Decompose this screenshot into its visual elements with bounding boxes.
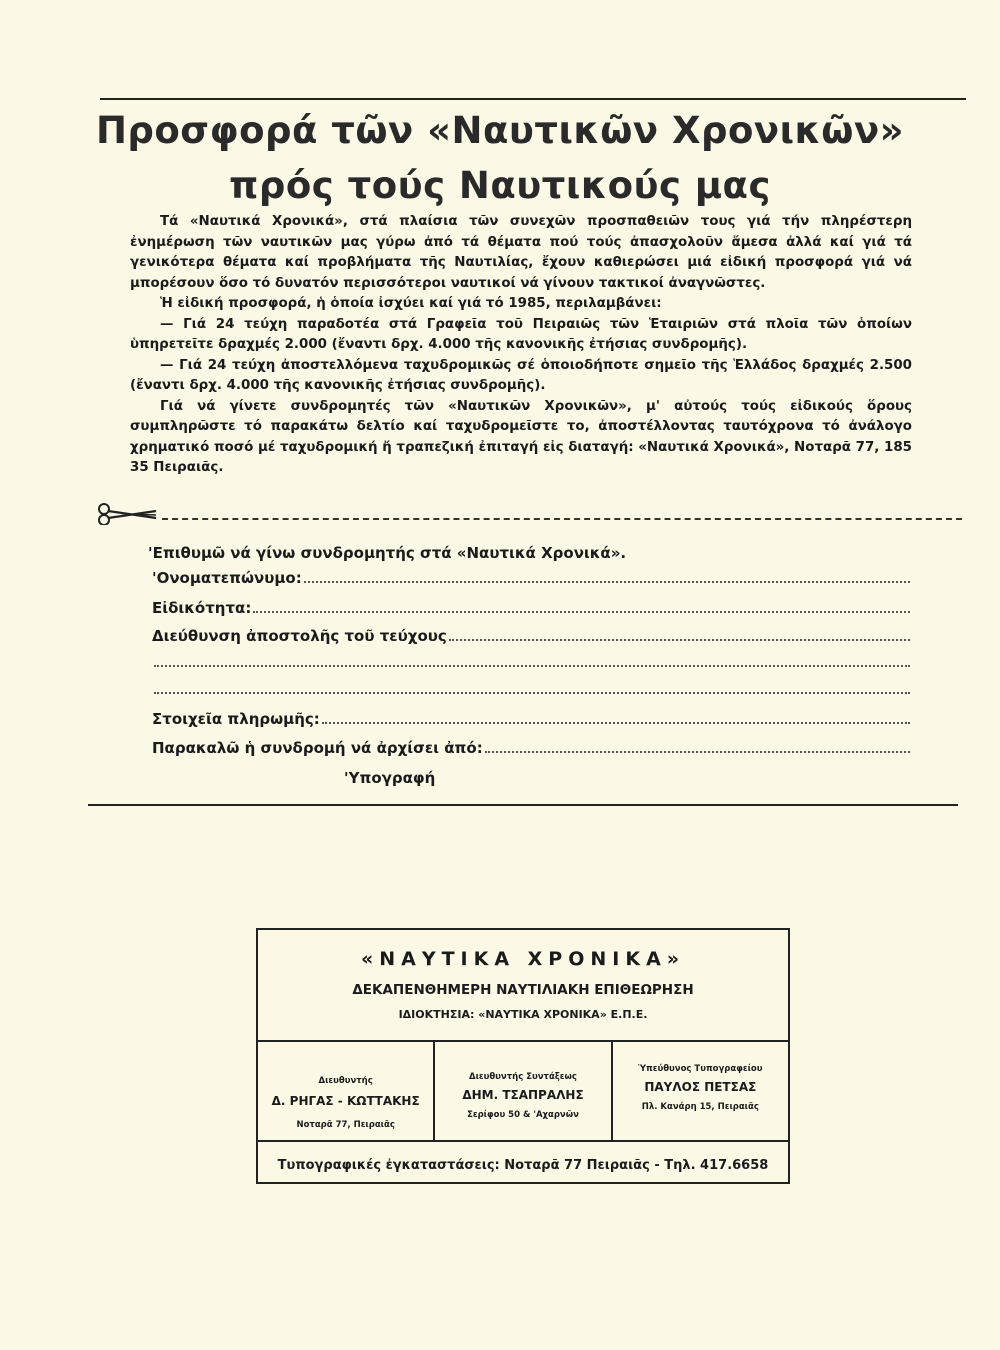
specialty-label: Εἰδικότητα: <box>152 599 252 617</box>
dashed-cut-line <box>162 518 962 520</box>
masthead-ownership: ΙΔΙΟΚΤΗΣΙΑ: «ΝΑΥΤΙΚΑ ΧΡΟΝΙΚΑ» Ε.Π.Ε. <box>398 1008 648 1021</box>
masthead-footer: Τυπογραφικές ἐγκαταστάσεις: Νοταρᾶ 77 Πειραιᾶς - Τηλ. 417.6658 <box>277 1158 769 1173</box>
address-line-3[interactable] <box>152 680 910 698</box>
name-label: 'Ονοματεπώνυμο: <box>152 569 302 587</box>
offer-item-2: — Γιά 24 τεύχη ἀποστελλόμενα ταχυδρομικῶς σέ ὁποιοδήποτε σημεῖο τῆς Ἑλλάδος δραχμές 2.500 (ἔναντι δρχ. 4.000 τῆς κανονικῆς ἐτήσιας συνδρομῆς). <box>130 357 912 393</box>
printer-name: ΠΑΥΛΟΣ ΠΕΤΣΑΣ <box>644 1080 757 1094</box>
address-line-2[interactable] <box>152 653 910 671</box>
editor-role: Διευθυντής Συντάξεως <box>468 1072 577 1082</box>
address-blank-2[interactable] <box>154 665 910 667</box>
director-name: Δ. ΡΗΓΑΣ - ΚΩΤΤΑΚΗΣ <box>271 1094 420 1108</box>
start-date-field[interactable] <box>152 739 910 757</box>
director-role: Διευθυντής <box>318 1076 373 1086</box>
address-field[interactable] <box>152 627 910 645</box>
editor-name: ΔΗΜ. ΤΣΑΠΡΑΛΗΣ <box>462 1088 584 1102</box>
address-blank-3[interactable] <box>154 692 910 694</box>
payment-label: Στοιχεῖα πληρωμῆς: <box>152 710 320 728</box>
intro-paragraph-2: Ἡ εἰδική προσφορά, ἡ ὁποία ἰσχύει καί γιά τό 1985, περιλαμβάνει: <box>160 296 662 311</box>
intro-text <box>130 212 912 479</box>
intro-paragraph-3: Γιά νά γίνετε συνδρομητές τῶν «Ναυτικῶν Χρονικῶν», μ' αὐτούς τούς εἰδικούς ὅρους συμπληρῶστε τό παρακάτω δελτίο καί ταχυδρομεῖστε το, ἀποστέλλοντας ταυτόχρονα τό ἀνάλογο χρηματικό ποσό μέ ταχυδρομική ἤ τραπεζική ἐπιταγή εἰς διαταγή: «Ναυτικά Χρονικά», Νοταρᾶ 77, 185 35 Πειραιᾶς. <box>130 398 912 475</box>
address-label: Διεύθυνση ἀποστολῆς τοῦ τεύχους <box>152 627 447 645</box>
specialty-blank[interactable] <box>253 611 910 613</box>
payment-field[interactable] <box>152 710 910 728</box>
payment-blank[interactable] <box>322 722 910 724</box>
intro-paragraph-1: Τά «Ναυτικά Χρονικά», στά πλαίσια τῶν συνεχῶν προσπαθειῶν τους γιά τήν πληρέστερη ἐνημέρωση τῶν ναυτικῶν μας γύρω ἀπό τά θέματα πού τούς ἀπασχολοῦν ἄμεσα ἀλλά καί γιά τά γενικότερα θέματα καί προβλήματα τῆς Ναυτιλίας, ἔχουν καθιερώσει μιά εἰδική προσφορά γιά νά μπορέσουν ὅσο τό δυνατόν περισσότεροι ναυτικοί νά γίνουν τακτικοί ἀναγνῶστες. <box>130 214 912 291</box>
title-line-2: πρός τούς Ναυτικούς μας <box>229 164 771 207</box>
masthead-title: «ΝΑΥΤΙΚΑ ΧΡΟΝΙΚΑ» <box>360 948 686 970</box>
signature-field[interactable] <box>344 769 435 787</box>
title-line-1: Προσφορά τῶν «Ναυτικῶν Χρονικῶν» <box>95 109 905 152</box>
name-field[interactable] <box>152 569 910 587</box>
printer-role: Ὑπεύθυνος Τυπογραφείου <box>638 1064 763 1074</box>
form-heading <box>148 544 626 562</box>
start-label: Παρακαλῶ ἡ συνδρομή νά ἀρχίσει ἀπό: <box>152 739 483 757</box>
signature-label: 'Υπογραφή <box>344 769 436 787</box>
masthead-box <box>256 928 790 1184</box>
director-address: Νοταρᾶ 77, Πειραιᾶς <box>296 1120 395 1130</box>
masthead-subtitle: ΔΕΚΑΠΕΝΘΗΜΕΡΗ ΝΑΥΤΙΛΙΑΚΗ ΕΠΙΘΕΩΡΗΣΗ <box>352 982 694 998</box>
printer-cell <box>613 1042 788 1140</box>
name-blank[interactable] <box>304 581 910 583</box>
editor-address: Σερίφου 50 & 'Αχαρνῶν <box>467 1110 579 1120</box>
form-bottom-rule <box>88 804 958 806</box>
start-blank[interactable] <box>485 751 910 753</box>
offer-item-1: — Γιά 24 τεύχη παραδοτέα στά Γραφεῖα τοῦ Πειραιῶς τῶν Ἑταιριῶν στά πλοῖα τῶν ὁποίων ὑπηρετεῖτε δραχμές 2.000 (ἔναντι δρχ. 4.000 τῆς κανονικῆς ἐτήσιας συνδρομῆς). <box>130 316 912 352</box>
scissors-icon <box>96 503 158 525</box>
editor-cell <box>435 1042 612 1140</box>
staff-cells <box>258 1040 788 1142</box>
printer-address: Πλ. Κανάρη 15, Πειραιᾶς <box>641 1102 759 1112</box>
top-rule <box>100 98 966 100</box>
cut-line <box>96 503 962 525</box>
address-blank[interactable] <box>449 639 910 641</box>
specialty-field[interactable] <box>152 599 910 617</box>
director-cell <box>258 1042 435 1140</box>
form-heading-text: 'Επιθυμῶ νά γίνω συνδρομητής στά «Ναυτικά Χρονικά». <box>148 544 627 562</box>
